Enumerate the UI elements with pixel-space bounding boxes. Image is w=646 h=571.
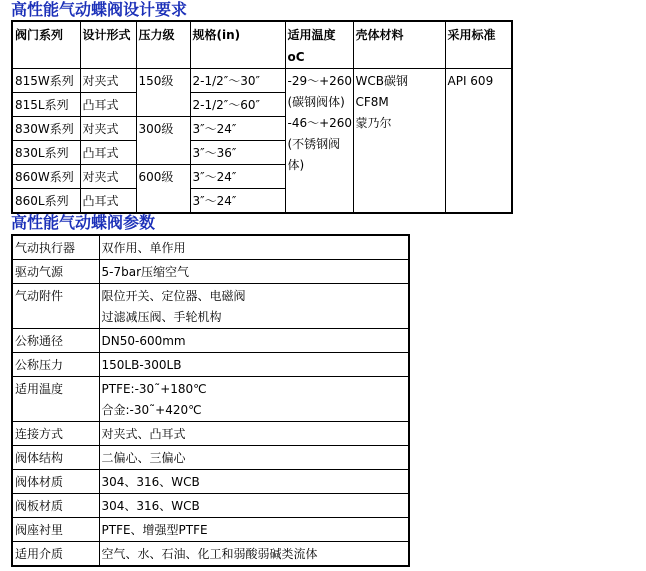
size-cell: 3″～24″ <box>190 189 285 214</box>
design-requirements-table <box>11 20 513 214</box>
size-cell: 3″～36″ <box>190 141 285 165</box>
table-row <box>12 494 409 518</box>
param-value <box>99 329 409 353</box>
param-label: 气动附件 <box>12 284 99 329</box>
table-row <box>12 542 409 567</box>
table-row <box>12 235 409 260</box>
table-row <box>12 422 409 446</box>
material-line: 蒙乃尔 <box>355 116 392 130</box>
param-value <box>99 284 409 329</box>
param-value-line: 二偏心、三偏心 <box>101 451 186 465</box>
param-label: 气动执行器 <box>12 235 99 260</box>
table-row <box>12 353 409 377</box>
size-cell: 3″～24″ <box>190 117 285 141</box>
param-label: 阀板材质 <box>12 494 99 518</box>
header-standard: 采用标准 <box>445 21 512 69</box>
header-material: 壳体材料 <box>353 21 445 69</box>
param-label: 适用介质 <box>12 542 99 567</box>
param-value-line: PTFE、增强型PTFE <box>101 523 208 537</box>
header-pressure: 压力级 <box>136 21 190 69</box>
design-cell: 对夹式 <box>80 69 136 93</box>
table-row <box>12 518 409 542</box>
material-line: WCB碳钢 <box>355 74 408 88</box>
table-row <box>12 470 409 494</box>
param-value-line: PTFE:-30˜+180℃ <box>101 382 207 396</box>
design-cell: 对夹式 <box>80 117 136 141</box>
parameters-table <box>11 234 410 567</box>
param-value <box>99 377 409 422</box>
temperature-line: -46～+260 <box>287 116 353 130</box>
standard-cell: API 609 <box>445 69 512 214</box>
param-value-line: DN50-600mm <box>101 334 186 348</box>
series-cell: 860L系列 <box>12 189 80 214</box>
param-value <box>99 470 409 494</box>
param-value <box>99 518 409 542</box>
param-label: 公称压力 <box>12 353 99 377</box>
param-label: 连接方式 <box>12 422 99 446</box>
parameters-title: 高性能气动蝶阀参数 <box>11 213 156 232</box>
param-value <box>99 494 409 518</box>
param-value <box>99 235 409 260</box>
design-cell: 凸耳式 <box>80 189 136 214</box>
size-cell: 2-1/2″～30″ <box>190 69 285 93</box>
param-label: 阀体结构 <box>12 446 99 470</box>
header-series: 阀门系列 <box>12 21 80 69</box>
pressure-cell: 150级 <box>136 69 190 117</box>
param-label: 适用温度 <box>12 377 99 422</box>
param-value-line: 过滤减压阀、手轮机构 <box>101 310 222 324</box>
param-value <box>99 446 409 470</box>
series-cell: 830L系列 <box>12 141 80 165</box>
material-cell <box>353 69 445 214</box>
header-temperature: 适用温度oC <box>285 21 353 69</box>
param-label: 阀体材质 <box>12 470 99 494</box>
param-value-line: 150LB-300LB <box>101 358 182 372</box>
param-value-line: 304、316、WCB <box>101 499 200 513</box>
series-cell: 860W系列 <box>12 165 80 189</box>
header-design: 设计形式 <box>80 21 136 69</box>
table-row <box>12 377 409 422</box>
param-value-line: 304、316、WCB <box>101 475 200 489</box>
param-value-line: 5-7bar压缩空气 <box>101 265 190 279</box>
temperature-line: (碳钢阀体) <box>287 95 345 109</box>
series-cell: 815W系列 <box>12 69 80 93</box>
param-label: 阀座衬里 <box>12 518 99 542</box>
series-cell: 830W系列 <box>12 117 80 141</box>
param-label: 公称通径 <box>12 329 99 353</box>
table-row <box>12 69 512 93</box>
param-value <box>99 542 409 567</box>
design-requirements-title: 高性能气动蝶阀设计要求 <box>11 0 188 19</box>
material-line: CF8M <box>355 95 389 109</box>
param-value-line: 双作用、单作用 <box>101 241 186 255</box>
design-cell: 凸耳式 <box>80 93 136 117</box>
param-value-line: 空气、水、石油、化工和弱酸弱碱类流体 <box>101 547 318 561</box>
temperature-line: 体) <box>287 158 305 172</box>
param-value <box>99 422 409 446</box>
table-row <box>12 260 409 284</box>
table-header-row <box>12 21 512 69</box>
param-value-line: 合金:-30˜+420℃ <box>101 403 202 417</box>
temperature-line: -29～+260 <box>287 74 353 88</box>
header-size: 规格(in) <box>190 21 285 69</box>
temperature-line: (不锈钢阀 <box>287 137 341 151</box>
param-value-line: 限位开关、定位器、电磁阀 <box>101 289 246 303</box>
size-cell: 3″～24″ <box>190 165 285 189</box>
param-value <box>99 353 409 377</box>
param-value <box>99 260 409 284</box>
table-row <box>12 446 409 470</box>
size-cell: 2-1/2″～60″ <box>190 93 285 117</box>
temperature-cell <box>285 69 353 214</box>
design-cell: 凸耳式 <box>80 141 136 165</box>
table-row <box>12 329 409 353</box>
table-row <box>12 284 409 329</box>
pressure-cell: 600级 <box>136 165 190 214</box>
param-value-line: 对夹式、凸耳式 <box>101 427 186 441</box>
pressure-cell: 300级 <box>136 117 190 165</box>
param-label: 驱动气源 <box>12 260 99 284</box>
design-cell: 对夹式 <box>80 165 136 189</box>
series-cell: 815L系列 <box>12 93 80 117</box>
